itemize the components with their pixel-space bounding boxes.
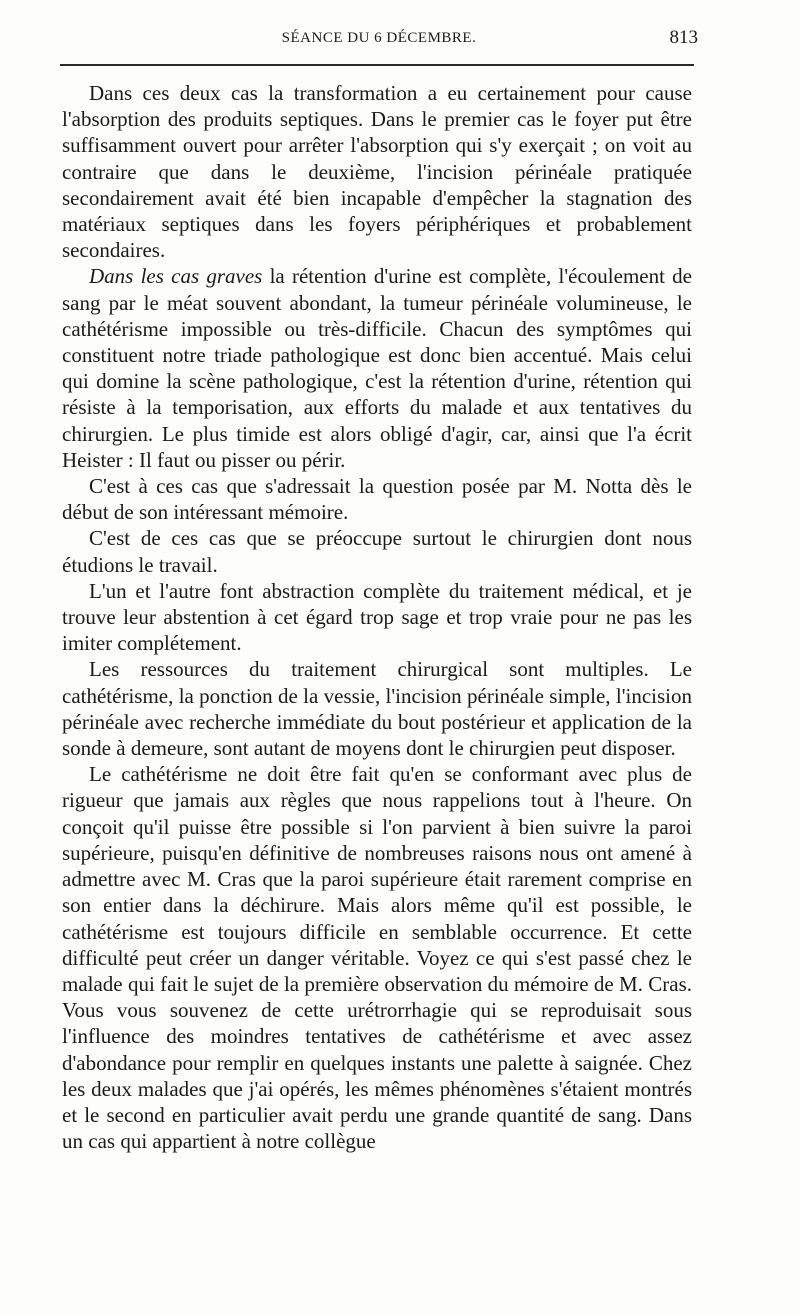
paragraph: Les ressources du traitement chirurgical sont multiples. Le cathétérisme, la ponction de la vessie, l'incision périnéale simple, l'incision périnéale avec recherche immédiate du bout postérieur et application de la sonde à demeure, sont autant de moyens dont le chirurgien peut disposer.	[62, 657, 692, 761]
paragraph: C'est à ces cas que s'adressait la question posée par M. Notta dès le début de son intéressant mémoire.	[62, 474, 692, 525]
paragraph-text: la rétention d'urine est complète, l'écoulement de sang par le méat souvent abondant, la tumeur périnéale volumineuse, le cathétérisme impossible ou très-difficile. Chacun des symptômes qui constituent notre triade pathologique est donc bien accentué. Mais celui qui domine la scène pathologique, c'est la rétention d'urine, rétention qui résiste à la temporisation, aux efforts du malade et aux tentatives du chirurgien. Le plus timide est alors obligé d'agir, car, ainsi que l'a écrit Heister : Il faut ou pisser ou périr.	[62, 264, 692, 472]
paragraph: L'un et l'autre font abstraction complète du traitement médical, et je trouve leur abstention à cet égard trop sage et trop vraie pour ne pas les imiter complétement.	[62, 578, 692, 656]
body-text	[62, 80, 692, 1154]
paragraph: Le cathétérisme ne doit être fait qu'en se conformant avec plus de rigueur que jamais aux règles que nous rappelions tout à l'heure. On conçoit qu'il puisse être possible si l'on parvient à bien suivre la paroi supérieure, puisqu'en définitive de nombreuses raisons nous ont amené à admettre avec M. Cras que la paroi supérieure était rarement comprise en son entier dans la déchirure. Mais alors même qu'il est possible, le cathétérisme est toujours difficile en semblable occurrence. Et cette difficulté peut créer un danger véritable. Voyez ce qui s'est passé chez le malade qui fait le sujet de la première observation du mémoire de M. Cras. Vous vous souvenez de cette urétrorrhagie qui se reproduisait sous l'influence des moindres tentatives de cathétérisme et avec assez d'abondance pour remplir en quelques instants une palette à saignée. Chez les deux malades que j'ai opérés, les mêmes phénomènes s'étaient montrés et le second en particulier avait perdu une grande quantité de sang. Dans un cas qui appartient à notre collègue	[62, 762, 692, 1154]
page-number: 813	[669, 27, 698, 48]
paragraph: Dans ces deux cas la transformation a eu certainement pour cause l'absorption des produits septiques. Dans le premier cas le foyer put être suffisamment ouvert pour arrêter l'absorption qui s'y exerçait ; on voit au contraire que dans le deuxième, l'incision périnéale pratiquée secondairement avait été bien incapable d'empêcher la stagnation des matériaux septiques dans les foyers périphériques et probablement secondaires.	[62, 81, 692, 263]
italic-lead: Dans les cas graves	[89, 264, 263, 289]
paragraph	[62, 263, 692, 473]
paragraph: C'est de ces cas que se préoccupe surtout le chirurgien dont nous étudions le travail.	[62, 526, 692, 577]
running-head: SÉANCE DU 6 DÉCEMBRE.	[281, 30, 477, 46]
header-rule	[60, 64, 694, 66]
page-header	[60, 22, 698, 62]
